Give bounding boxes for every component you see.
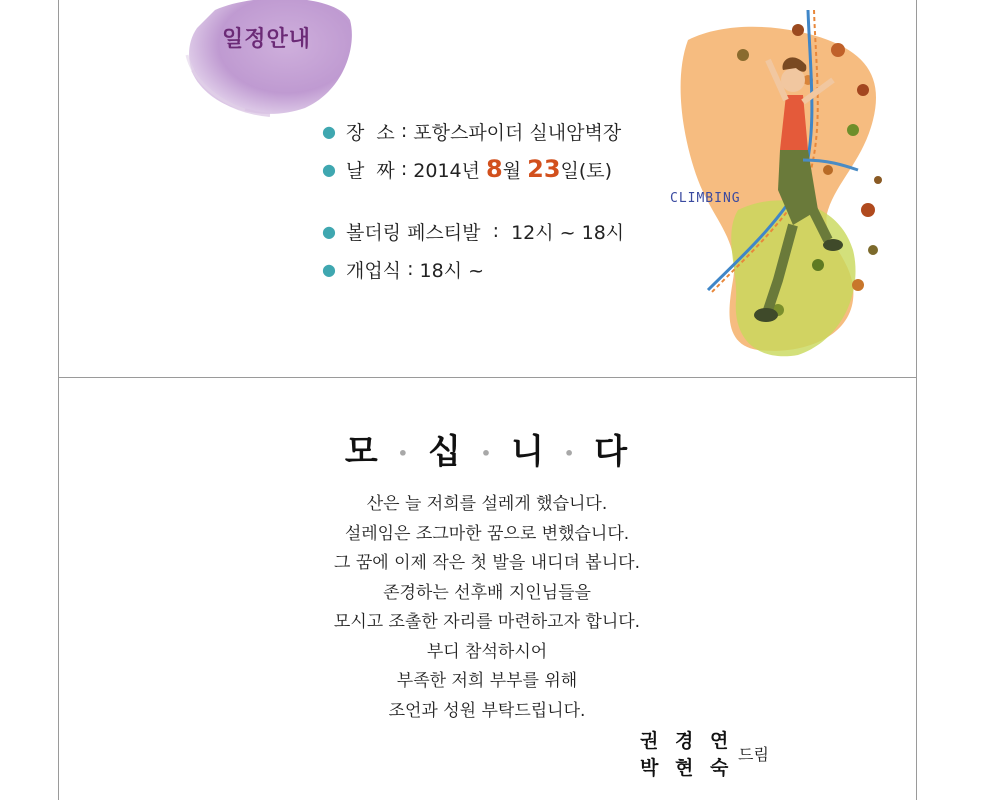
message-line: 설레임은 조그마한 꿈으로 변했습니다. — [344, 523, 630, 544]
message-line: 부족한 저희 부부를 위해 — [396, 671, 578, 691]
fold-line — [58, 377, 916, 378]
date-year: 2014년 — [413, 159, 487, 182]
heading-char-1: 모 — [344, 432, 380, 472]
heading-sep: • — [480, 444, 494, 463]
signer-name: 박 현 숙 — [640, 757, 734, 779]
message-line: 모시고 조촐한 자리를 마련하고자 합니다. — [333, 612, 641, 632]
schedule-row-date — [322, 150, 624, 188]
message-line: 존경하는 선후배 지인님들을 — [383, 582, 591, 603]
date-month: 8 — [486, 155, 503, 183]
schedule-row-bouldering — [322, 212, 624, 250]
bouldering-sep: : — [492, 220, 499, 242]
heading-sep: • — [397, 444, 411, 463]
signer-name: 권 경 연 — [640, 730, 734, 752]
bullet-icon: ● — [322, 259, 336, 279]
place-value: 포항스파이더 실내암벽장 — [413, 121, 622, 144]
schedule-row-opening — [322, 250, 624, 288]
closing-text: 드림 — [738, 745, 769, 764]
message-line: 그 꿈에 이제 작은 첫 발을 내디뎌 봅니다. — [334, 553, 640, 573]
invitation-message — [0, 490, 974, 726]
date-day-unit: 일(토) — [560, 159, 613, 182]
date-label: 날 짜 — [345, 159, 395, 182]
opening-value: 18시 ~ — [419, 259, 485, 282]
heading-sep: • — [563, 444, 577, 463]
heading-char-2: 십 — [428, 432, 463, 472]
invitation-heading — [0, 424, 974, 473]
schedule-row-place — [322, 112, 624, 150]
bouldering-label: 볼더링 페스티발 — [345, 221, 481, 244]
climber-illustration — [668, 10, 898, 360]
schedule-info — [322, 112, 624, 288]
opening-sep: : — [407, 258, 414, 280]
message-line: 조언과 성원 부탁드립니다. — [388, 700, 586, 721]
place-label: 장 소 — [345, 121, 395, 144]
heading-char-3: 니 — [511, 432, 546, 472]
date-day: 23 — [527, 155, 561, 183]
message-line: 부디 참석하시어 — [426, 641, 548, 662]
schedule-title: 일정안내 — [222, 27, 312, 52]
signers — [640, 728, 733, 782]
climbing-caption: CLIMBING — [670, 191, 741, 206]
place-sep: : — [400, 120, 408, 142]
bouldering-value: 12시 ~ 18시 — [511, 221, 625, 244]
heading-char-4: 다 — [594, 432, 630, 472]
message-line: 산은 늘 저희를 설레게 했습니다. — [366, 494, 608, 514]
date-month-unit: 월 — [502, 159, 528, 182]
bullet-icon: ● — [322, 221, 336, 241]
date-sep: : — [400, 158, 408, 180]
bullet-icon: ● — [322, 121, 336, 141]
opening-label: 개업식 — [345, 259, 402, 282]
purple-brush-stroke — [185, 0, 355, 118]
bullet-icon: ● — [322, 159, 336, 179]
